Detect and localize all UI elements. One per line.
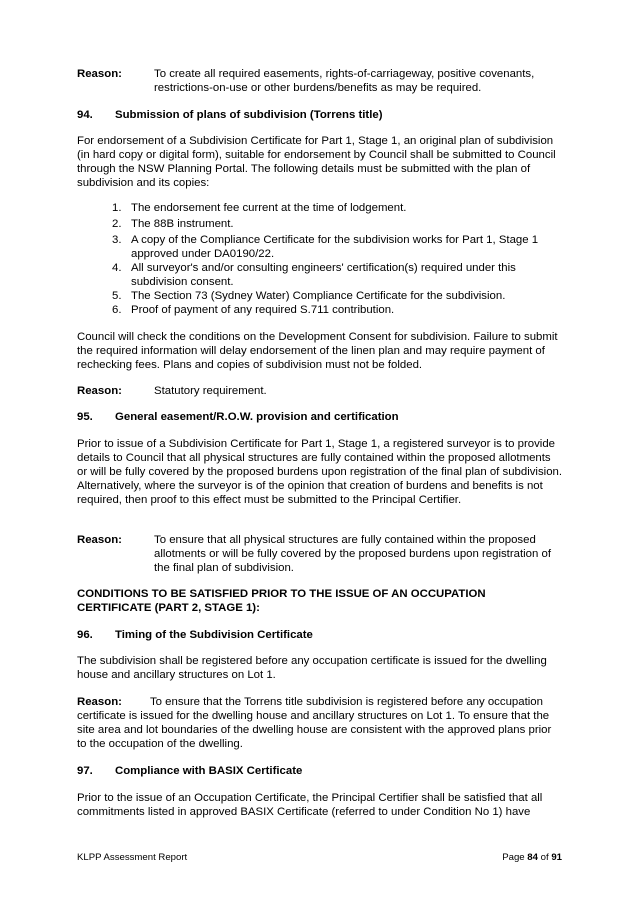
- condition-95-body: Prior to issue of a Subdivision Certificate for Part 1, Stage 1, a registered surveyor is to provide details to Council that all physical structures are fully contained within the proposed allotments or will be fully covered by the proposed burdens upon registration of the final plan of subdivision. Alternatively, where the surveyor is of the opinion that creation of burdens and benefits is not required, then proof to this effect must be submitted to the Principal Certifier.: [77, 438, 563, 506]
- condition-number: 96.: [77, 629, 93, 641]
- condition-97-body: Prior to the issue of an Occupation Certificate, the Principal Certifier shall be satisfied that all commitments listed in approved BASIX Certificate (referred to under Condition No 1) have: [77, 792, 543, 818]
- condition-96-body: The subdivision shall be registered before any occupation certificate is issued for the dwelling house and ancillary structures on Lot 1.: [77, 655, 547, 681]
- footer-report-name: KLPP Assessment Report: [77, 852, 188, 863]
- list-item: 5. The Section 73 (Sydney Water) Compliance Certificate for the subdivision.: [112, 290, 506, 302]
- list-item: 2. The 88B instrument.: [112, 218, 234, 230]
- condition-title: General easement/R.O.W. provision and certification: [115, 411, 399, 423]
- reason-text: To create all required easements, rights-of-carriageway, positive covenants, restrictions-on-use or other burdens/benefits as may be required.: [154, 68, 535, 94]
- reason-label: Reason:: [77, 696, 122, 708]
- condition-94-heading: [77, 108, 563, 122]
- reason-label: Reason:: [77, 385, 122, 397]
- condition-94-list: [112, 201, 562, 317]
- condition-number: 94.: [77, 109, 93, 121]
- reason-text: To ensure that the Torrens title subdivision is registered before any occupation certificate is issued for the dwelling house and ancillary structures on Lot 1. To ensure that the site area and lot boundaries of the dwelling house are consistent with the approved plans prior to the occupation of the dwelling.: [77, 696, 552, 750]
- condition-94-closing: Council will check the conditions on the Development Consent for subdivision. Failure to submit the required information will delay endorsement of the linen plan and may require payment of rechecking fees. Plans and copies of subdivision must not be folded.: [77, 331, 558, 371]
- condition-95-reason: [77, 533, 563, 575]
- reason-text: Statutory requirement.: [154, 385, 267, 397]
- condition-title: Submission of plans of subdivision (Torrens title): [115, 109, 383, 121]
- condition-97-heading: [77, 764, 563, 778]
- condition-number: 97.: [77, 765, 93, 777]
- reason-top: [77, 67, 563, 95]
- section-heading: CONDITIONS TO BE SATISFIED PRIOR TO THE ISSUE OF AN OCCUPATION CERTIFICATE (PART 2, STAGE 1):: [77, 588, 486, 614]
- condition-94-reason: [77, 384, 563, 398]
- condition-95-heading: [77, 410, 563, 424]
- list-item: 1. The endorsement fee current at the time of lodgement.: [112, 202, 407, 214]
- reason-label: Reason:: [77, 68, 122, 80]
- condition-94-intro: For endorsement of a Subdivision Certificate for Part 1, Stage 1, an original plan of subdivision (in hard copy or digital form), suitable for endorsement by Council shall be submitted to Council through the NSW Planning Portal. The following details must be submitted with the plan of subdivision and its copies:: [77, 135, 556, 189]
- condition-96-heading: [77, 628, 563, 642]
- reason-text: To ensure that all physical structures are fully contained within the proposed allotments or will be fully covered by the proposed burdens upon registration of the final plan of subdivision.: [154, 534, 551, 574]
- list-item: 3. A copy of the Compliance Certificate for the subdivision works for Part 1, Stage 1 approved under DA0190/22.: [112, 234, 539, 260]
- condition-96-reason: [77, 695, 563, 751]
- list-item: 6. Proof of payment of any required S.711 contribution.: [112, 304, 395, 316]
- condition-number: 95.: [77, 411, 93, 423]
- condition-title: Compliance with BASIX Certificate: [115, 765, 303, 777]
- reason-label: Reason:: [77, 534, 122, 546]
- footer-page-number: Page 84 of 91: [502, 852, 562, 863]
- condition-title: Timing of the Subdivision Certificate: [115, 629, 313, 641]
- list-item: 4. All surveyor's and/or consulting engineers' certification(s) required under this subdivision consent.: [112, 262, 516, 288]
